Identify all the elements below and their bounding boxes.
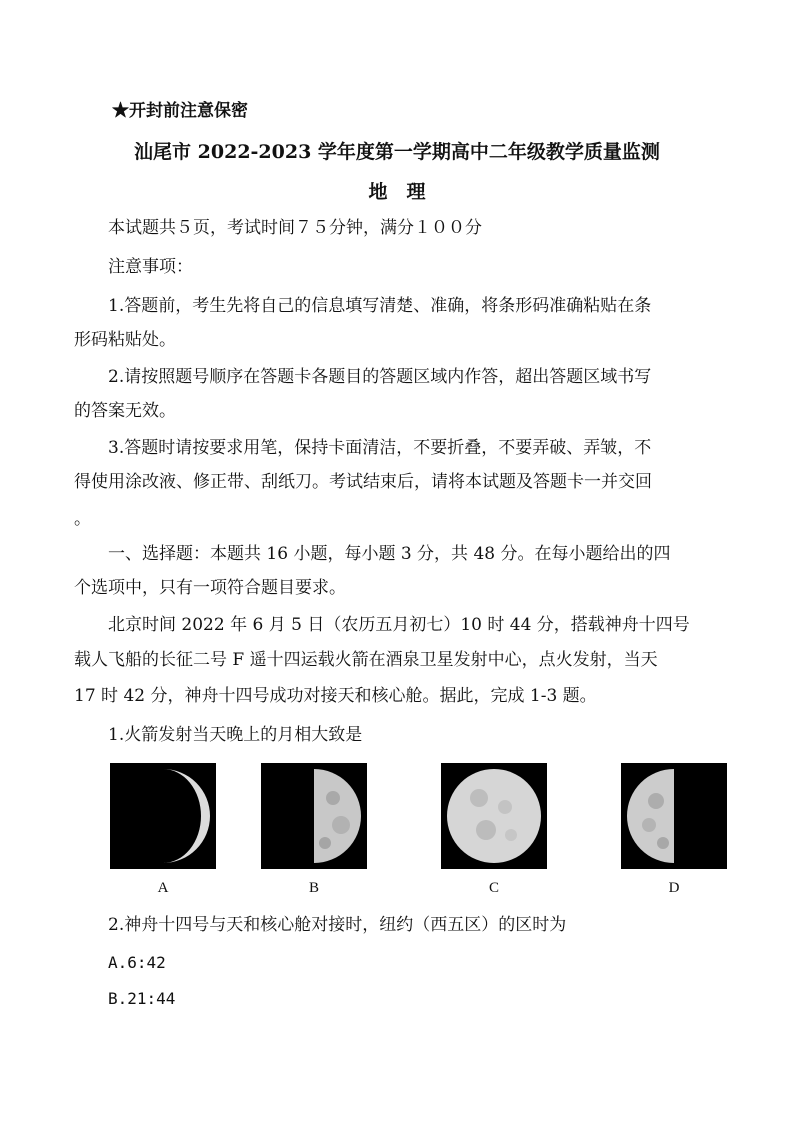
passage-line-3: 17 时 42 分，神舟十四号成功对接天和核心舱。据此，完成 1-3 题。 bbox=[74, 686, 597, 706]
passage-line-2: 载人飞船的长征二号 F 遥十四运载火箭在酒泉卫星发射中心，点火发射，当天 bbox=[74, 650, 658, 670]
moon-phase-c-label: C bbox=[488, 880, 499, 896]
moon-phase-b-image bbox=[261, 763, 367, 869]
question-2-option-b: B.21:44 bbox=[108, 989, 176, 1008]
section-1-heading-line-2: 个选项中，只有一项符合题目要求。 bbox=[74, 578, 346, 598]
note-3-line-2: 得使用涂改液、修正带、刮纸刀。考试结束后，请将本试题及答题卡一并交回 bbox=[74, 472, 652, 492]
note-2-line-1: 2.请按照题号顺序在答题卡各题目的答题区域内作答，超出答题区域书写 bbox=[108, 367, 652, 387]
moon-phase-b-label: B bbox=[308, 880, 319, 896]
question-1-stem: 1.火箭发射当天晚上的月相大致是 bbox=[108, 725, 363, 745]
moon-phase-d-label: D bbox=[668, 880, 680, 896]
question-2-option-a: A.6:42 bbox=[108, 953, 166, 972]
question-2-stem: 2.神舟十四号与天和核心舱对接时，纽约（西五区）的区时为 bbox=[108, 915, 567, 935]
note-1-line-1: 1.答题前，考生先将自己的信息填写清楚、准确，将条形码准确粘贴在条 bbox=[108, 296, 652, 316]
note-2-line-2: 的答案无效。 bbox=[74, 401, 176, 421]
subject-title: 地 理 bbox=[368, 181, 426, 203]
passage-line-1: 北京时间 2022 年 6 月 5 日（农历五月初七）10 时 44 分，搭载神舟十四号 bbox=[108, 615, 690, 635]
moon-phase-a-image bbox=[110, 763, 216, 869]
exam-info: 本试题共５页，考试时间７５分钟，满分１００分 bbox=[108, 218, 482, 238]
section-1-heading-line-1: 一、选择题：本题共 16 小题，每小题 3 分，共 48 分。在每小题给出的四 bbox=[108, 544, 671, 564]
notice-heading: 注意事项： bbox=[108, 257, 193, 277]
exam-title: 汕尾市 2022-2023 学年度第一学期高中二年级教学质量监测 bbox=[134, 141, 660, 163]
note-3-line-3: 。 bbox=[74, 509, 91, 529]
note-1-line-2: 形码粘贴处。 bbox=[74, 330, 176, 350]
moon-phase-a-label: A bbox=[157, 880, 169, 896]
secret-notice: ★开封前注意保密 bbox=[112, 101, 248, 121]
moon-phase-c-image bbox=[441, 763, 547, 869]
moon-phase-d-image bbox=[621, 763, 727, 869]
note-3-line-1: 3.答题时请按要求用笔，保持卡面清洁，不要折叠，不要弄破、弄皱，不 bbox=[108, 438, 652, 458]
